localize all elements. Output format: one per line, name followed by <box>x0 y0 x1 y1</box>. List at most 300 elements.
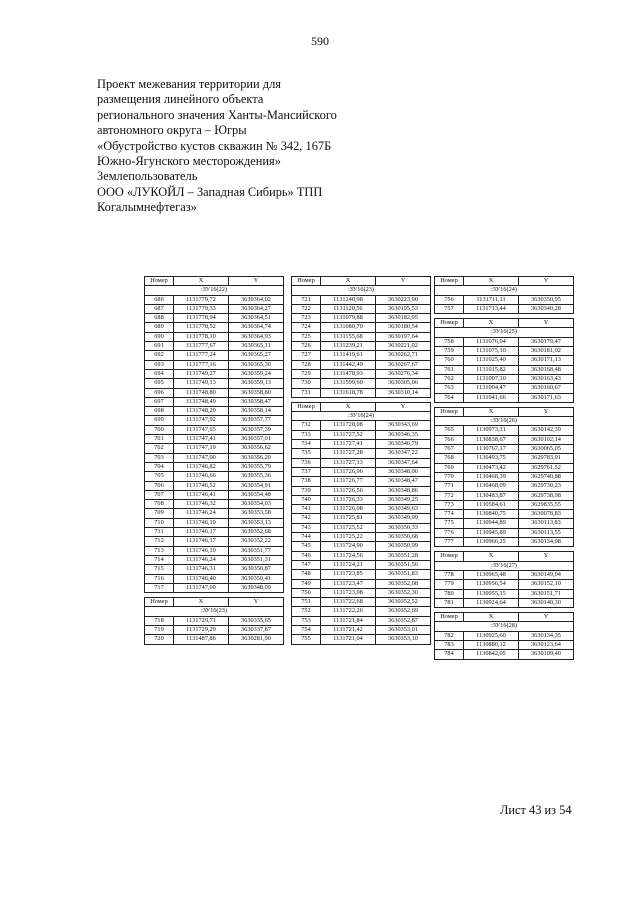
point-number: 756 <box>435 295 464 304</box>
column-header-x: X <box>464 319 519 328</box>
point-number: 736 <box>292 458 321 467</box>
page-number: 590 <box>311 34 329 48</box>
coord-x: 1131748,80 <box>174 388 229 397</box>
table-row <box>435 374 574 383</box>
table-row <box>145 574 284 583</box>
point-number: 740 <box>292 495 321 504</box>
point-number: 763 <box>435 384 464 393</box>
point-number: 700 <box>145 425 174 434</box>
point-number: 739 <box>292 486 321 495</box>
parcel-section-row <box>435 622 574 631</box>
table-row <box>145 546 284 555</box>
coord-x: 1130925,60 <box>464 631 519 640</box>
column-header-y: Y <box>376 402 431 411</box>
column-header-x: X <box>464 277 519 286</box>
point-number: 726 <box>292 342 321 351</box>
coord-y: 3630352,22 <box>229 537 284 546</box>
point-number: 761 <box>435 365 464 374</box>
table-row <box>435 580 574 589</box>
coord-y: 3630149,94 <box>519 570 574 579</box>
coord-y: 3630352,68 <box>229 528 284 537</box>
table-header-row <box>435 407 574 416</box>
table-row <box>435 435 574 444</box>
title-line: Когалымнефтегаз» <box>97 200 197 215</box>
point-number: 692 <box>145 351 174 360</box>
point-number: 710 <box>145 518 174 527</box>
point-number: 719 <box>145 625 174 634</box>
column-header-y: Y <box>229 598 284 607</box>
table-row <box>145 481 284 490</box>
point-number: 694 <box>145 369 174 378</box>
coord-y: 3630221,02 <box>376 342 431 351</box>
point-number: 760 <box>435 356 464 365</box>
coord-y: 3630180,54 <box>376 323 431 332</box>
coord-y: 3630352,08 <box>376 579 431 588</box>
coord-y: 3630305,06 <box>376 379 431 388</box>
coord-y: 3630179,47 <box>519 337 574 346</box>
title-line: ООО «ЛУКОЙЛ – Западная Сибирь» ТПП <box>97 184 323 199</box>
table-row <box>292 440 431 449</box>
point-number: 773 <box>435 500 464 509</box>
table-row <box>435 365 574 374</box>
point-number: 777 <box>435 538 464 547</box>
coord-y: 3630281,90 <box>229 635 284 644</box>
coord-x: 1131779,72 <box>174 295 229 304</box>
column-header-number: Номер <box>145 598 174 607</box>
title-line: автономного округа – Югры <box>97 123 247 138</box>
coord-y: 3629835,55 <box>519 500 574 509</box>
point-number: 744 <box>292 533 321 542</box>
column-header-x: X <box>321 277 376 286</box>
table-row <box>292 430 431 439</box>
point-number: 734 <box>292 440 321 449</box>
coord-x: 1131041,66 <box>464 393 519 402</box>
column-header-x: X <box>321 402 376 411</box>
point-number: 732 <box>292 421 321 430</box>
table-row <box>292 449 431 458</box>
coord-x: 1131618,78 <box>321 388 376 397</box>
point-number: 704 <box>145 462 174 471</box>
coord-y: 3630310,14 <box>376 388 431 397</box>
coord-x: 1131080,70 <box>321 323 376 332</box>
point-number: 720 <box>145 635 174 644</box>
coord-y: 3630171,13 <box>519 356 574 365</box>
column-header-y: Y <box>519 319 574 328</box>
coord-x: 1131007,10 <box>464 374 519 383</box>
column-header-y: Y <box>229 277 284 286</box>
table-header-row <box>435 277 574 286</box>
table-row <box>292 323 431 332</box>
column-header-number: Номер <box>435 277 464 286</box>
table-header-row <box>145 598 284 607</box>
coord-x: 1131726,33 <box>321 495 376 504</box>
column-header-number: Номер <box>435 613 464 622</box>
point-number: 708 <box>145 500 174 509</box>
table-row <box>145 332 284 341</box>
coord-y: 3630353,01 <box>376 625 431 634</box>
coord-x: 1131711,11 <box>464 295 519 304</box>
parcel-label: :ЗУ16(24) <box>435 286 574 295</box>
point-number: 758 <box>435 337 464 346</box>
table-row <box>435 454 574 463</box>
table-row <box>292 379 431 388</box>
point-number: 767 <box>435 445 464 454</box>
point-number: 696 <box>145 388 174 397</box>
coordinates-table-1 <box>144 276 284 645</box>
table-row <box>435 640 574 649</box>
coord-y: 3630353,58 <box>229 509 284 518</box>
table-header-row <box>145 277 284 286</box>
coord-x: 1131747,00 <box>174 453 229 462</box>
table-row <box>435 347 574 356</box>
table-row <box>145 435 284 444</box>
table-row <box>145 490 284 499</box>
document-title <box>97 77 417 216</box>
coord-x: 1130473,42 <box>464 463 519 472</box>
point-number: 706 <box>145 481 174 490</box>
point-number: 687 <box>145 304 174 313</box>
table-row <box>292 467 431 476</box>
point-number: 733 <box>292 430 321 439</box>
table-row <box>145 304 284 313</box>
coord-x: 1131723,47 <box>321 579 376 588</box>
coord-x: 1131721,42 <box>321 625 376 634</box>
point-number: 757 <box>435 304 464 313</box>
coord-y: 3630152,10 <box>519 580 574 589</box>
coord-x: 1131442,49 <box>321 360 376 369</box>
point-number: 755 <box>292 635 321 644</box>
coord-x: 1131726,08 <box>321 505 376 514</box>
table-row <box>292 505 431 514</box>
column-header-number: Номер <box>292 277 321 286</box>
coord-y: 3630351,83 <box>376 570 431 579</box>
parcel-label: :ЗУ16(23) <box>292 286 431 295</box>
coord-x: 1131239,21 <box>321 342 376 351</box>
coord-y: 3630354,91 <box>229 481 284 490</box>
coord-x: 1131746,24 <box>174 509 229 518</box>
coord-y: 3630102,14 <box>519 435 574 444</box>
table-row <box>145 416 284 425</box>
coord-y: 3630171,63 <box>519 393 574 402</box>
point-number: 743 <box>292 523 321 532</box>
point-number: 731 <box>292 388 321 397</box>
point-number: 697 <box>145 397 174 406</box>
coord-y: 3630354,03 <box>229 500 284 509</box>
coord-x: 1130468,39 <box>464 472 519 481</box>
parcel-label: :ЗУ16(24) <box>292 412 431 421</box>
coord-y: 3630160,67 <box>519 384 574 393</box>
coord-x: 1131778,10 <box>174 332 229 341</box>
coord-x: 1130955,15 <box>464 589 519 598</box>
table-row <box>145 351 284 360</box>
point-number: 709 <box>145 509 174 518</box>
coord-x: 1131721,04 <box>321 635 376 644</box>
coord-y: 3630356,62 <box>229 444 284 453</box>
table-row <box>435 426 574 435</box>
table-row <box>292 523 431 532</box>
coord-y: 3630352,52 <box>376 598 431 607</box>
parcel-section-row <box>435 561 574 570</box>
coord-x: 1131747,41 <box>174 435 229 444</box>
coord-y: 3630195,53 <box>376 304 431 313</box>
table-row <box>145 407 284 416</box>
coord-x: 1131726,77 <box>321 477 376 486</box>
point-number: 775 <box>435 519 464 528</box>
point-number: 715 <box>145 565 174 574</box>
point-number: 716 <box>145 574 174 583</box>
table-row <box>292 607 431 616</box>
coord-x: 1131749,27 <box>174 369 229 378</box>
coord-y: 3630365,11 <box>229 342 284 351</box>
table-row <box>292 421 431 430</box>
coordinates-table-3 <box>434 276 574 660</box>
point-number: 712 <box>145 537 174 546</box>
table-row <box>435 384 574 393</box>
coord-x: 1131727,41 <box>321 440 376 449</box>
table-row <box>435 519 574 528</box>
table-row <box>145 565 284 574</box>
point-number: 765 <box>435 426 464 435</box>
point-number: 738 <box>292 477 321 486</box>
coord-x: 1131747,92 <box>174 416 229 425</box>
parcel-section-row <box>435 328 574 337</box>
coord-x: 1131746,66 <box>174 472 229 481</box>
point-number: 748 <box>292 570 321 579</box>
table-row <box>145 616 284 625</box>
point-number: 774 <box>435 510 464 519</box>
parcel-label: :ЗУ16(27) <box>435 561 574 570</box>
coord-y: 3630151,71 <box>519 589 574 598</box>
coord-x: 1131721,84 <box>321 616 376 625</box>
table-row <box>292 579 431 588</box>
coord-x: 1130945,89 <box>464 528 519 537</box>
coord-y: 3630134,98 <box>519 538 574 547</box>
table-header-row <box>292 277 431 286</box>
point-number: 750 <box>292 588 321 597</box>
point-number: 707 <box>145 490 174 499</box>
point-number: 781 <box>435 598 464 607</box>
point-number: 718 <box>145 616 174 625</box>
title-line: Проект межевания территории для <box>97 77 281 91</box>
table-row <box>292 625 431 634</box>
coord-y: 3629783,91 <box>519 454 574 463</box>
coord-x: 1131746,19 <box>174 546 229 555</box>
point-number: 703 <box>145 453 174 462</box>
coord-y: 3629740,88 <box>519 472 574 481</box>
coord-x: 1130493,75 <box>464 454 519 463</box>
table-header-row <box>435 319 574 328</box>
coord-y: 3630355,36 <box>229 472 284 481</box>
coord-x: 1131722,68 <box>321 598 376 607</box>
coord-x: 1131746,17 <box>174 537 229 546</box>
coord-y: 3630364,74 <box>229 323 284 332</box>
coord-y: 3630350,99 <box>376 542 431 551</box>
point-number: 717 <box>145 583 174 592</box>
table-row <box>145 528 284 537</box>
coord-x: 1131746,32 <box>174 500 229 509</box>
table-row <box>292 570 431 579</box>
table-row <box>292 486 431 495</box>
coord-x: 1131725,52 <box>321 523 376 532</box>
coord-y: 3629738,98 <box>519 491 574 500</box>
column-header-y: Y <box>519 277 574 286</box>
table-row <box>145 379 284 388</box>
point-number: 686 <box>145 295 174 304</box>
table-row <box>145 518 284 527</box>
column-header-y: Y <box>519 552 574 561</box>
coord-y: 3630346,79 <box>376 440 431 449</box>
title-line: «Обустройство кустов скважин № 342, 167Б <box>97 138 332 153</box>
coord-y: 3630355,79 <box>229 462 284 471</box>
point-number: 702 <box>145 444 174 453</box>
point-number: 752 <box>292 607 321 616</box>
coord-x: 1131746,40 <box>174 574 229 583</box>
point-number: 727 <box>292 351 321 360</box>
table-row <box>435 304 574 313</box>
coord-x: 1131727,28 <box>321 449 376 458</box>
table-row <box>145 323 284 332</box>
coord-x: 1131015,82 <box>464 365 519 374</box>
point-number: 780 <box>435 589 464 598</box>
point-number: 724 <box>292 323 321 332</box>
column-header-number: Номер <box>145 277 174 286</box>
sheet-counter: Лист 43 из 54 <box>500 803 572 817</box>
coord-x: 1131726,56 <box>321 486 376 495</box>
coord-x: 1131726,96 <box>321 467 376 476</box>
table-row <box>145 295 284 304</box>
coord-y: 3630078,83 <box>519 510 574 519</box>
point-number: 693 <box>145 360 174 369</box>
column-header-number: Номер <box>435 407 464 416</box>
point-number: 751 <box>292 598 321 607</box>
table-row <box>145 500 284 509</box>
point-number: 701 <box>145 435 174 444</box>
table-row <box>435 500 574 509</box>
table-row <box>145 453 284 462</box>
coord-x: 1131748,49 <box>174 397 229 406</box>
column-header-x: X <box>464 407 519 416</box>
point-number: 753 <box>292 616 321 625</box>
coord-x: 1131478,93 <box>321 369 376 378</box>
coord-y: 3629761,52 <box>519 463 574 472</box>
coord-x: 1130966,25 <box>464 538 519 547</box>
coord-y: 3630346,35 <box>376 430 431 439</box>
coord-y: 3630065,05 <box>519 445 574 454</box>
coord-y: 3630113,55 <box>519 528 574 537</box>
coord-y: 3630353,10 <box>376 635 431 644</box>
table-header-row <box>435 552 574 561</box>
coord-x: 1131777,67 <box>174 342 229 351</box>
coord-y: 3630358,80 <box>229 388 284 397</box>
coord-x: 1130973,31 <box>464 426 519 435</box>
point-number: 764 <box>435 393 464 402</box>
coord-x: 1131778,52 <box>174 323 229 332</box>
table-row <box>292 635 431 644</box>
table-row <box>292 598 431 607</box>
point-number: 689 <box>145 323 174 332</box>
table-row <box>292 551 431 560</box>
coord-y: 3630335,65 <box>229 616 284 625</box>
point-number: 771 <box>435 482 464 491</box>
coord-y: 3630267,67 <box>376 360 431 369</box>
coord-y: 3630357,01 <box>229 435 284 444</box>
parcel-label: :ЗУ16(22) <box>145 286 284 295</box>
coord-y: 3629730,23 <box>519 482 574 491</box>
coord-y: 3630140,30 <box>519 598 574 607</box>
coord-y: 3630352,87 <box>376 616 431 625</box>
point-number: 691 <box>145 342 174 351</box>
coord-y: 3630354,48 <box>229 490 284 499</box>
point-number: 723 <box>292 314 321 323</box>
table-row <box>292 388 431 397</box>
coord-y: 3630357,77 <box>229 416 284 425</box>
column-header-x: X <box>174 598 229 607</box>
coord-x: 1131727,52 <box>321 430 376 439</box>
coord-y: 3630352,69 <box>376 607 431 616</box>
coord-x: 1131777,24 <box>174 351 229 360</box>
coord-y: 3630365,27 <box>229 351 284 360</box>
coord-x: 1131747,65 <box>174 425 229 434</box>
table-row <box>435 598 574 607</box>
coord-x: 1131725,22 <box>321 533 376 542</box>
coord-y: 3630353,13 <box>229 518 284 527</box>
coord-y: 3630359,24 <box>229 369 284 378</box>
table-row <box>145 444 284 453</box>
coord-x: 1131155,68 <box>321 332 376 341</box>
point-number: 768 <box>435 454 464 463</box>
coord-y: 3630182,95 <box>376 314 431 323</box>
table-row <box>145 509 284 518</box>
coord-x: 1131728,08 <box>321 421 376 430</box>
coord-y: 3630276,34 <box>376 369 431 378</box>
coord-x: 1130468,09 <box>464 482 519 491</box>
column-header-y: Y <box>376 277 431 286</box>
coord-x: 1131746,52 <box>174 481 229 490</box>
parcel-label: :ЗУ16(28) <box>435 622 574 631</box>
table-row <box>292 332 431 341</box>
coord-x: 1131723,08 <box>321 588 376 597</box>
column-header-number: Номер <box>292 402 321 411</box>
coord-x: 1131079,88 <box>321 314 376 323</box>
column-header-x: X <box>174 277 229 286</box>
coord-x: 1131746,24 <box>174 555 229 564</box>
coord-y: 3630197,64 <box>376 332 431 341</box>
coord-x: 1131240,98 <box>321 295 376 304</box>
coord-y: 3630365,30 <box>229 360 284 369</box>
point-number: 698 <box>145 407 174 416</box>
coord-x: 1131748,20 <box>174 407 229 416</box>
coord-x: 1130842,05 <box>464 650 519 659</box>
coord-x: 1131777,16 <box>174 360 229 369</box>
coord-y: 3630347,64 <box>376 458 431 467</box>
parcel-section-row <box>292 286 431 295</box>
coord-x: 1130924,64 <box>464 598 519 607</box>
point-number: 713 <box>145 546 174 555</box>
coord-x: 1131722,26 <box>321 607 376 616</box>
coord-x: 1130956,54 <box>464 580 519 589</box>
table-row <box>145 472 284 481</box>
table-row <box>292 351 431 360</box>
table-row <box>292 560 431 569</box>
table-row <box>292 616 431 625</box>
table-row <box>435 445 574 454</box>
point-number: 721 <box>292 295 321 304</box>
table-row <box>435 570 574 579</box>
point-number: 782 <box>435 631 464 640</box>
table-row <box>435 295 574 304</box>
parcel-section-row <box>145 607 284 616</box>
coord-x: 1131746,82 <box>174 462 229 471</box>
